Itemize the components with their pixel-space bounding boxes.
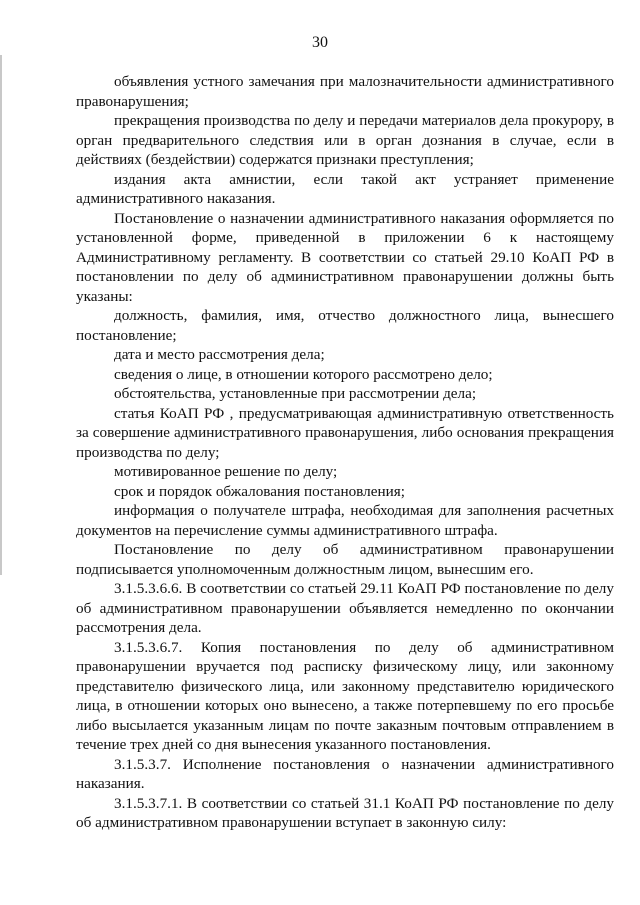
paragraph: 3.1.5.3.6.7. Копия постановления по делу об административном правонарушении вручается под расписку физическому лицу, или законному представителю физического лица, или законному представителю юридического лица, в отношении которых оно вынесено, а также потерпевшему по его просьбе либо высылается указанным лицам по почте заказным почтовым отправлением в течение трех дней со дня вынесения указанного постановления. xyxy=(76,638,614,753)
page-number: 30 xyxy=(312,34,328,51)
paragraph: информация о получателе штрафа, необходимая для заполнения расчетных документов на перечисление суммы административного штрафа. xyxy=(76,502,614,539)
document-body xyxy=(76,72,614,833)
paragraph: Постановление о назначении административного наказания оформляется по установленной форме, приведенной в приложении 6 к настоящему Административному регламенту. В соответствии со статьей 29.10 КоАП РФ в постановлении по делу об административном правонарушении должны быть указаны: xyxy=(76,209,614,305)
paragraph: должность, фамилия, имя, отчество должностного лица, вынесшего постановление; xyxy=(76,307,614,344)
paragraph: объявления устного замечания при малозначительности административного правонарушения; xyxy=(76,73,614,110)
paragraph: срок и порядок обжалования постановления; xyxy=(114,482,405,500)
paragraph: 3.1.5.3.7.1. В соответствии со статьей 31.1 КоАП РФ постановление по делу об административном правонарушении вступает в законную силу: xyxy=(76,794,614,831)
scan-edge-line xyxy=(0,55,2,575)
paragraph: сведения о лице, в отношении которого рассмотрено дело; xyxy=(114,365,493,383)
paragraph: издания акта амнистии, если такой акт устраняет применение административного наказания. xyxy=(76,170,614,207)
paragraph: прекращения производства по делу и передачи материалов дела прокурору, в орган предварительного следствия или в орган дознания в случае, если в действиях (бездействии) содержатся признаки преступления; xyxy=(76,112,614,168)
paragraph: дата и место рассмотрения дела; xyxy=(114,346,325,363)
paragraph: 3.1.5.3.7. Исполнение постановления о назначении административного наказания. xyxy=(76,755,614,792)
paragraph: обстоятельства, установленные при рассмотрении дела; xyxy=(114,385,477,402)
paragraph: статья КоАП РФ , предусматривающая административную ответственность за совершение административного правонарушения, либо основания прекращения производства по делу; xyxy=(76,404,614,461)
paragraph: мотивированное решение по делу; xyxy=(114,463,338,480)
paragraph: 3.1.5.3.6.6. В соответствии со статьей 29.11 КоАП РФ постановление по делу об административном правонарушении объявляется немедленно по окончании рассмотрения дела. xyxy=(76,580,614,636)
paragraph: Постановление по делу об административном правонарушении подписывается уполномоченным должностным лицом, вынесшим его. xyxy=(76,541,614,578)
